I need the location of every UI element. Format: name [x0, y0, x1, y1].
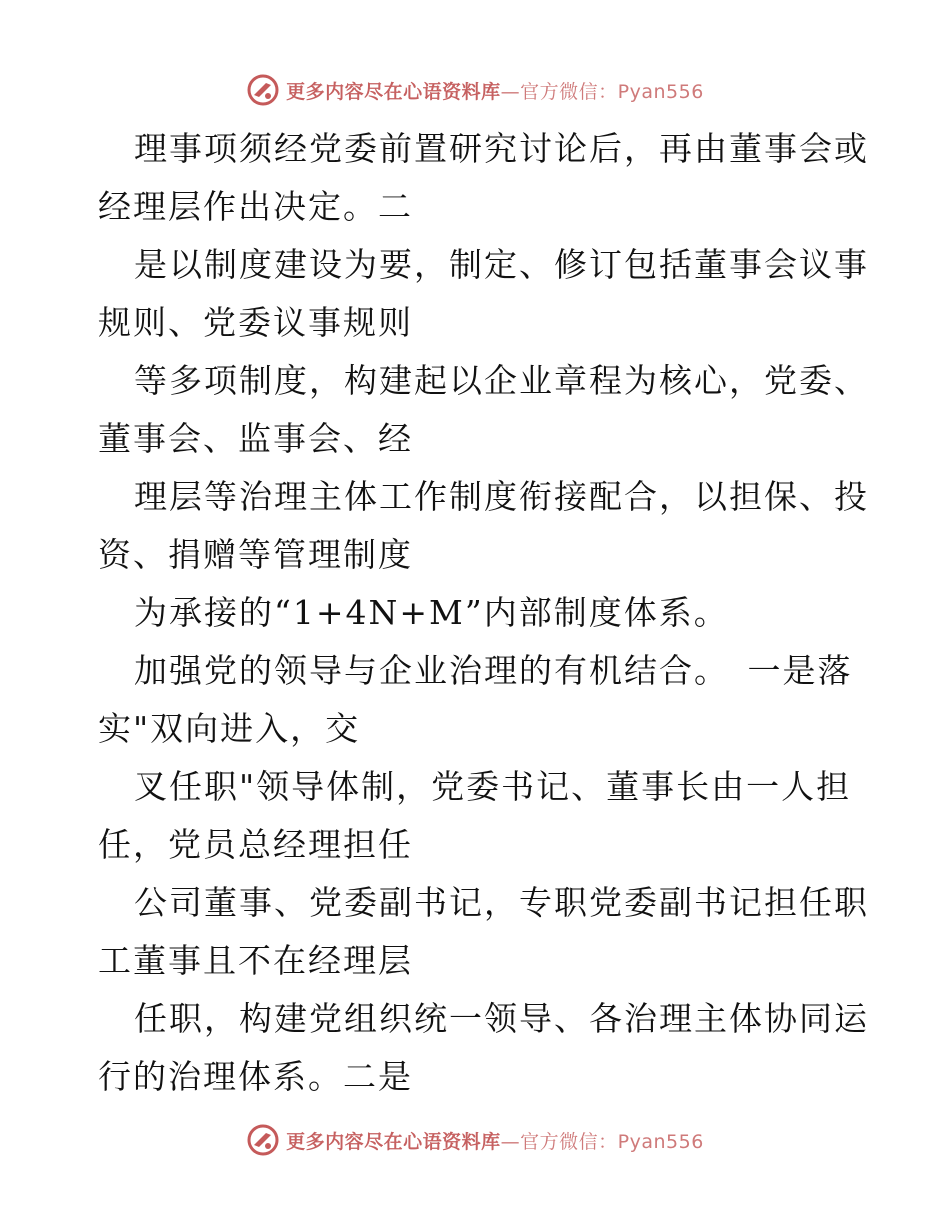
body-line: 资、捐赠等管理制度 — [98, 535, 413, 574]
body-line: 加强党的领导与企业治理的有机结合。 一是落 — [134, 651, 853, 690]
header-banner-text — [286, 77, 704, 104]
body-line: 经理层作出决定。二 — [98, 187, 413, 226]
body-line: 公司董事、党委副书记，专职党委副书记担任职 — [134, 883, 869, 922]
header-banner-main: 更多内容尽在心语资料库 — [286, 80, 501, 103]
body-line: 工董事且不在经理层 — [98, 941, 413, 980]
body-line: 叉任职"领导体制，党委书记、董事长由一人担 — [134, 767, 852, 806]
footer-banner-text — [286, 1127, 704, 1154]
header-banner — [0, 70, 950, 110]
body-line: 是以制度建设为要，制定、修订包括董事会议事 — [134, 245, 869, 284]
logo-icon — [246, 1123, 280, 1157]
document-body — [98, 120, 869, 1106]
footer-banner — [0, 1120, 950, 1160]
body-line: 任，党员总经理担任 — [98, 825, 413, 864]
footer-banner-sub: —官方微信：Pyan556 — [500, 1130, 704, 1153]
body-line: 理层等治理主体工作制度衔接配合，以担保、投 — [134, 477, 869, 516]
body-line: 规则、党委议事规则 — [98, 303, 413, 342]
footer-banner-main: 更多内容尽在心语资料库 — [286, 1130, 501, 1153]
body-line: 等多项制度，构建起以企业章程为核心，党委、 — [134, 361, 869, 400]
body-line: 董事会、监事会、经 — [98, 419, 413, 458]
body-line: 任职，构建党组织统一领导、各治理主体协同运 — [134, 999, 869, 1038]
body-line: 理事项须经党委前置研究讨论后，再由董事会或 — [134, 129, 869, 168]
body-line: 为承接的“1+4N+M”内部制度体系。 — [134, 593, 729, 632]
body-line: 实"双向进入，交 — [98, 709, 361, 748]
body-line: 行的治理体系。二是 — [98, 1057, 413, 1096]
header-banner-sub: —官方微信：Pyan556 — [500, 80, 704, 103]
logo-icon — [246, 73, 280, 107]
